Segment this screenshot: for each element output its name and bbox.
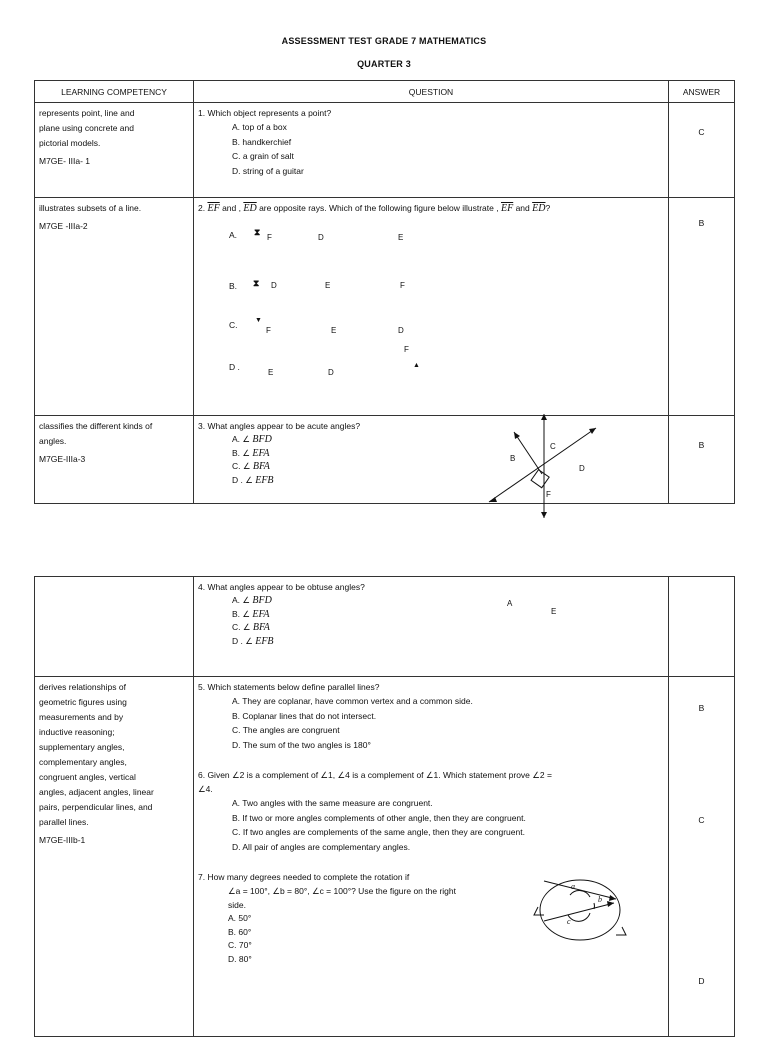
option: D. The sum of the two angles is 180° <box>232 739 371 750</box>
option: B. handkerchief <box>232 136 292 147</box>
question-number: 2. <box>198 203 206 213</box>
competency-line: classifies the different kinds of <box>39 421 153 431</box>
point-label: D <box>398 326 404 335</box>
competency-line: represents point, line and <box>39 108 135 118</box>
option: A. 50° <box>228 913 252 923</box>
competency-line: geometric figures using <box>39 697 127 707</box>
option: D. 80° <box>228 953 252 964</box>
option-label: C. <box>229 320 238 330</box>
option <box>198 594 664 608</box>
option-label: A. ∠ <box>232 595 251 605</box>
angle-name: EFA <box>252 608 270 620</box>
question-text: 5. Which statements below define parallel lines? <box>198 682 380 692</box>
option: C. The angles are congruent <box>232 725 340 735</box>
header-competency: LEARNING COMPETENCY <box>35 81 194 103</box>
point-label: D <box>328 368 334 377</box>
option-label: A. ∠ <box>232 434 251 444</box>
question-text: side. <box>228 900 246 910</box>
question-fragment: and , <box>222 203 241 213</box>
competency-line: parallel lines. <box>39 817 89 827</box>
figure-label: E <box>551 607 557 616</box>
point-label: F <box>404 345 409 354</box>
table-row <box>35 577 735 677</box>
option-label: C. ∠ <box>232 622 251 632</box>
option: D. string of a guitar <box>232 165 304 176</box>
answer-cell: B <box>669 198 735 416</box>
competency-cell <box>35 103 194 198</box>
option-label: D . <box>229 362 240 372</box>
competency-code: M7GE -IIIa-2 <box>39 221 88 231</box>
competency-line: measurements and by <box>39 712 124 722</box>
competency-line: illustrates subsets of a line. <box>39 203 142 213</box>
ray-label: $\overline{EF}$ <box>207 203 220 214</box>
point-label: D <box>318 233 324 242</box>
angle-name: EFB <box>255 635 274 647</box>
question-text: ∠4. <box>198 784 213 794</box>
competency-line: pictorial models. <box>39 138 101 148</box>
question-text: 4. What angles appear to be obtuse angles? <box>198 582 365 592</box>
competency-cell <box>35 677 194 1037</box>
answer-q6: C <box>698 815 705 825</box>
point-label: F <box>267 233 272 242</box>
competency-line: angles, adjacent angles, linear <box>39 787 154 797</box>
figure-label: D <box>579 464 585 473</box>
option: C. 70° <box>228 940 252 950</box>
option-label: C. ∠ <box>232 461 251 471</box>
answer-cell <box>669 677 735 1037</box>
figure-label: c <box>567 917 571 926</box>
arrowhead-icon: ⧗ <box>253 278 260 288</box>
competency-cell <box>35 416 194 504</box>
ray-label: $\overline{ED}$ <box>532 203 546 214</box>
arrowhead-icon: ▼ <box>255 317 262 324</box>
option-label: A. <box>229 230 238 240</box>
question-cell <box>194 677 669 1037</box>
header-answer: ANSWER <box>669 81 735 103</box>
header-question: QUESTION <box>194 81 669 103</box>
question-cell <box>194 577 669 677</box>
document-subtitle: QUARTER 3 <box>357 59 411 69</box>
competency-line: angles. <box>39 436 67 446</box>
figure-label: b <box>598 895 602 904</box>
angle-name: BFD <box>252 595 272 606</box>
option <box>198 608 664 622</box>
assessment-table-1 <box>34 80 735 504</box>
answer-q7: D <box>698 976 705 986</box>
question-text <box>198 201 664 216</box>
angle-name: BFA <box>252 461 270 472</box>
option-label: B. ∠ <box>232 608 251 619</box>
arrowhead-icon: ▲ <box>413 362 420 369</box>
point-label: E <box>268 368 274 377</box>
competency-code: M7GE- IIIa- 1 <box>39 156 91 166</box>
competency-line: derives relationships of <box>39 682 126 692</box>
competency-code: M7GE-IIIa-3 <box>39 454 86 464</box>
answer-cell: C <box>669 103 735 198</box>
question-fragment: ? <box>545 203 551 213</box>
answer-q5: B <box>698 703 705 713</box>
point-label: E <box>398 233 404 242</box>
point-label: F <box>400 281 405 290</box>
question-text: ∠a = 100°, ∠b = 80°, ∠c = 100°? Use the figure on the right <box>228 886 456 896</box>
question-text: 6. Given ∠2 is a complement of ∠1, ∠4 is a complement of ∠1. Which statement prove ∠2 = <box>198 770 552 780</box>
figure-label: B <box>510 454 516 463</box>
option-label: D . ∠ <box>232 474 253 485</box>
option: B. 60° <box>228 926 252 937</box>
competency-cell <box>35 577 194 677</box>
option: C. a grain of salt <box>232 151 294 161</box>
point-label: E <box>325 281 331 290</box>
table-row <box>35 416 735 504</box>
question-cell <box>194 103 669 198</box>
option-label: B. ∠ <box>232 447 251 458</box>
table-row <box>35 103 735 198</box>
question-fragment: are opposite rays. Which of the following figure below illustrate , <box>259 203 499 213</box>
ray-label: $\overline{EF}$ <box>500 203 514 214</box>
rotation-figure <box>534 873 634 945</box>
angle-name: EFA <box>252 447 270 459</box>
table-row <box>35 677 735 1037</box>
option <box>198 635 664 649</box>
option: B. Coplanar lines that do not intersect. <box>232 710 377 721</box>
option-label: B. <box>229 281 238 291</box>
option: A. They are coplanar, have common vertex and a common side. <box>232 696 473 706</box>
figure-label: C <box>550 442 556 451</box>
competency-line: pairs, perpendicular lines, and <box>39 802 153 812</box>
competency-line: plane using concrete and <box>39 123 134 133</box>
ray-label: $\overline{ED}$ <box>243 203 257 214</box>
question-text: 7. How many degrees needed to complete the rotation if <box>198 872 410 882</box>
competency-line: complementary angles, <box>39 757 127 767</box>
document-title: ASSESSMENT TEST GRADE 7 MATHEMATICS <box>281 36 487 46</box>
angle-name: BFD <box>252 434 272 445</box>
competency-line: inductive reasoning; <box>39 727 115 737</box>
figure-label: a <box>571 882 575 891</box>
table-row <box>35 198 735 416</box>
competency-line: supplementary angles, <box>39 742 125 752</box>
question-cell <box>194 416 669 504</box>
figure-label: A <box>507 599 513 608</box>
option: A. top of a box <box>232 122 287 132</box>
option-label: D . ∠ <box>232 635 253 646</box>
question-fragment: and <box>515 203 530 213</box>
answer-cell: B <box>669 416 735 504</box>
option: B. If two or more angles complements of other angle, then they are congruent. <box>232 812 526 823</box>
answer-cell <box>669 577 735 677</box>
question-cell <box>194 198 669 416</box>
competency-code: M7GE-IIIb-1 <box>39 835 86 845</box>
point-label: D <box>271 281 277 290</box>
option: A. Two angles with the same measure are congruent. <box>232 798 433 808</box>
point-label: E <box>331 326 337 335</box>
competency-line: congruent angles, vertical <box>39 772 136 782</box>
angle-name: EFB <box>255 474 274 486</box>
angle-name: BFA <box>252 622 270 633</box>
point-label: F <box>266 326 271 335</box>
assessment-table-2 <box>34 576 735 1037</box>
option: C. If two angles are complements of the same angle, then they are congruent. <box>232 827 525 837</box>
option: D. All pair of angles are complementary angles. <box>232 841 411 852</box>
question-text: 1. Which object represents a point? <box>198 108 332 118</box>
competency-cell <box>35 198 194 416</box>
figure-label: F <box>546 490 551 499</box>
option <box>198 621 664 635</box>
arrowhead-icon: ⧗ <box>254 227 261 237</box>
question-text: 3. What angles appear to be acute angles? <box>198 421 361 431</box>
